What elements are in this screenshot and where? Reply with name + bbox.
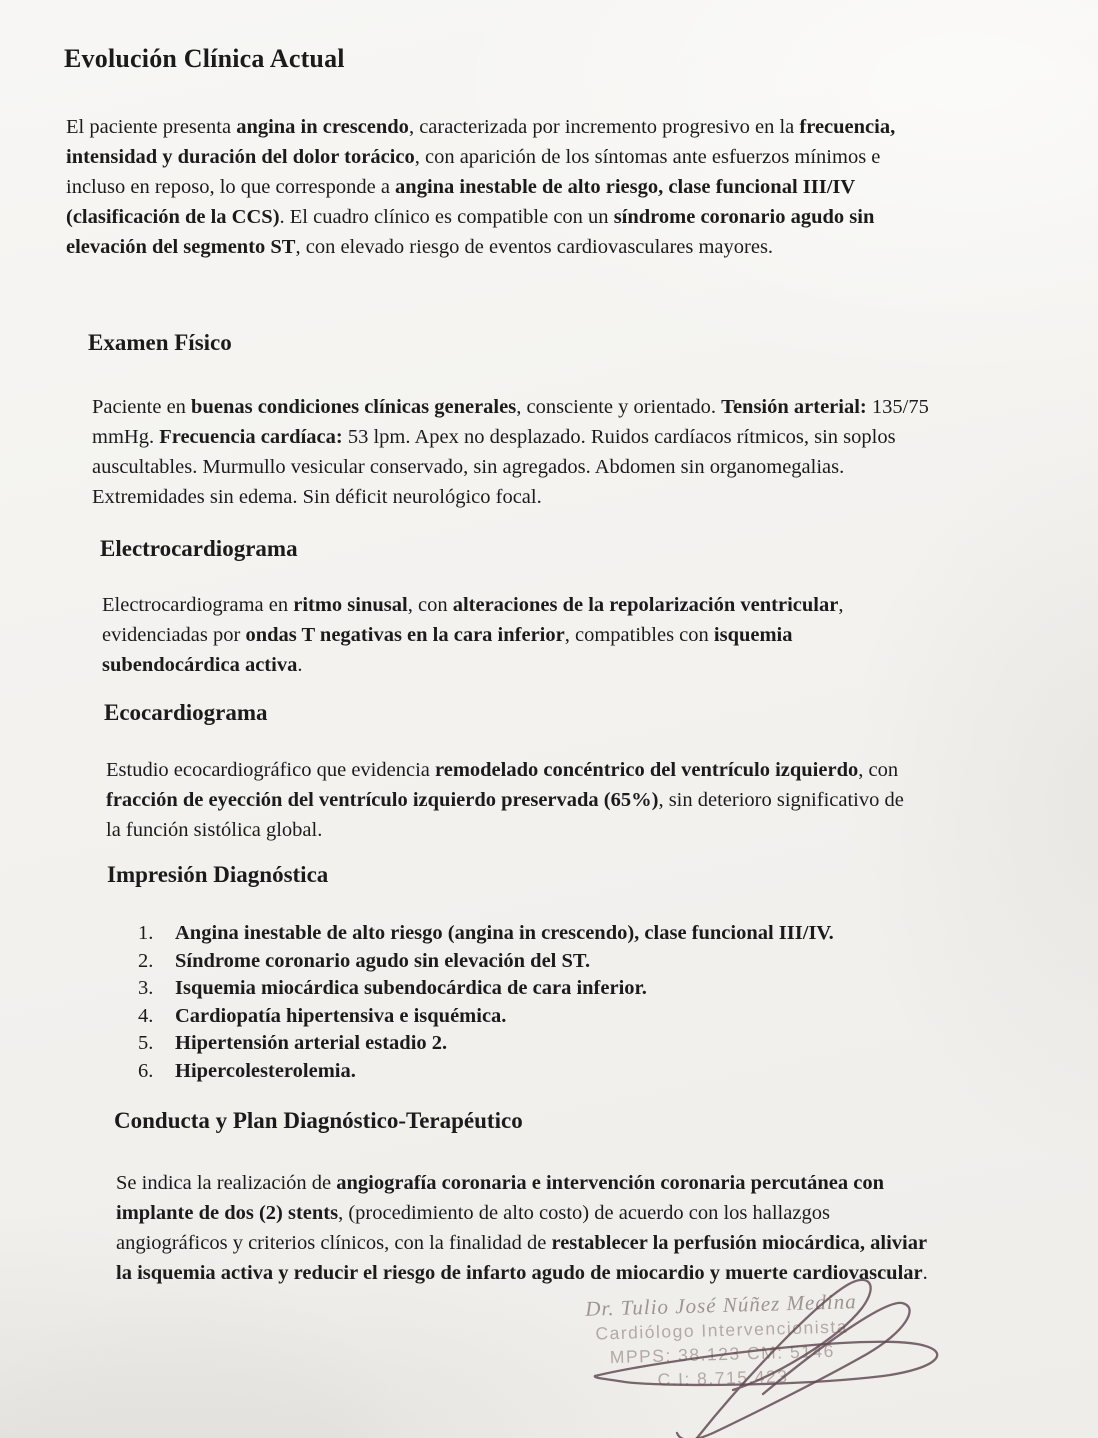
text-segment: , con aparición de los síntomas ante esfuerzos mínimos e incluso en reposo, lo que corresponde a [66,146,881,198]
text-segment: , caracterizada por incremento progresivo en la [408,116,800,138]
bold-text-segment: restablecer la perfusión miocárdica, aliviar la isquemia activa y reducir el riesgo de infarto agudo de miocardio y muerte cardiovascular [116,1232,927,1284]
diagnosis-text: Cardiopatía hipertensiva e isquémica. [175,1004,507,1027]
bold-text-segment: alteraciones de la repolarización ventricular [452,594,839,616]
intro-paragraph [66,112,918,262]
text-segment: El paciente presenta [66,116,237,138]
diagnosis-number: 1. [138,922,154,944]
bold-text-segment: ondas T negativas en la cara inferior [245,624,565,646]
diagnosis-list [138,920,958,1085]
diagnosis-item [138,1058,958,1086]
diagnosis-number: 4. [138,1004,154,1027]
text-segment: 53 lpm. Apex no desplazado. Ruidos cardíacos rítmicos, sin soplos auscultables. Murmullo vesicular conservado, sin agregados. Abdomen sin organomegalias. Extremidades sin edema. Sin déficit neurológico focal. [92,426,896,508]
text-segment: , evidenciadas por [102,594,844,646]
diagnosis-text: Hipercolesterolemia. [175,1059,356,1082]
diagnosis-number: 3. [138,977,154,999]
text-segment: . El cuadro clínico es compatible con un [279,206,614,228]
stamp-doctor-name: Dr. Tulio José Núñez Medina [584,1289,857,1321]
page-title: Evolución Clínica Actual [64,44,345,73]
text-segment: Paciente en [92,396,192,418]
bold-text-segment: fracción de eyección del ventrículo izquierdo preservada (65%) [106,789,659,811]
diagnosis-item [138,1030,958,1058]
diagnosis-item [138,1003,958,1031]
text-segment: 135/75 mmHg. [92,396,929,448]
stamp-id-number: C.I: 8.715.423 [657,1366,789,1390]
text-segment: . [297,654,303,676]
bold-text-segment: Frecuencia cardíaca: [159,426,343,448]
text-segment: , con elevado riesgo de eventos cardiovasculares mayores. [295,236,774,258]
section-heading-conducta: Conducta y Plan Diagnóstico-Terapéutico [114,1108,523,1133]
bold-text-segment: angiografía coronaria e intervención coronaria percutánea con implante de dos (2) stents [116,1172,884,1224]
bold-text-segment: Tensión arterial: [721,396,867,418]
text-segment: , con [407,594,453,616]
text-segment: , sin deterioro significativo de la función sistólica global. [106,789,904,841]
bold-text-segment: angina inestable de alto riesgo, clase funcional III/IV (clasificación de la CCS) [66,176,855,228]
text-segment: . [922,1262,928,1284]
conducta-paragraph [116,1168,934,1288]
text-segment: Estudio ecocardiográfico que evidencia [106,759,435,781]
bold-text-segment: angina in crescendo [236,116,409,138]
doctor-stamp [551,1288,894,1394]
section-heading-examen-fisico: Examen Físico [88,330,232,355]
bold-text-segment: isquemia subendocárdica activa [102,624,793,676]
stamp-specialty: Cardiólogo Intervencionista [595,1316,849,1344]
ecocardiograma-paragraph [106,755,906,845]
diagnosis-item [138,975,958,1003]
text-segment: Electrocardiograma en [102,594,294,616]
diagnosis-item [138,920,958,948]
electrocardiograma-paragraph [102,590,934,680]
diagnosis-item [138,948,958,976]
text-segment: , compatibles con [564,624,714,646]
diagnosis-number: 6. [138,1059,154,1082]
text-segment: Se indica la realización de [116,1172,337,1194]
text-segment: , consciente y orientado. [516,396,722,418]
diagnosis-number: 2. [138,949,154,972]
diagnosis-text: Síndrome coronario agudo sin elevación del ST. [175,949,591,972]
section-heading-ecocardiograma: Ecocardiograma [104,700,268,725]
examen-fisico-paragraph [92,392,934,512]
diagnosis-text: Isquemia miocárdica subendocárdica de cara inferior. [175,977,647,999]
diagnosis-text: Hipertensión arterial estadio 2. [175,1032,448,1054]
bold-text-segment: síndrome coronario agudo sin elevación del segmento ST [66,206,875,258]
text-segment: , con [858,759,899,781]
stamp-registration: MPPS: 38.123 CM: 5146 [609,1340,836,1368]
section-heading-impresion-diagnostica: Impresión Diagnóstica [107,862,329,887]
bold-text-segment: buenas condiciones clínicas generales [191,396,517,418]
bold-text-segment: ritmo sinusal [293,594,408,616]
section-heading-electrocardiograma: Electrocardiograma [100,536,298,561]
diagnosis-text: Angina inestable de alto riesgo (angina in crescendo), clase funcional III/IV. [175,922,834,944]
bold-text-segment: remodelado concéntrico del ventrículo izquierdo [435,759,859,781]
text-segment: , (procedimiento de alto costo) de acuerdo con los hallazgos angiográficos y criterios clínicos, con la finalidad de [116,1202,830,1254]
diagnosis-number: 5. [138,1032,154,1054]
bold-text-segment: frecuencia, intensidad y duración del dolor torácico [66,116,896,168]
